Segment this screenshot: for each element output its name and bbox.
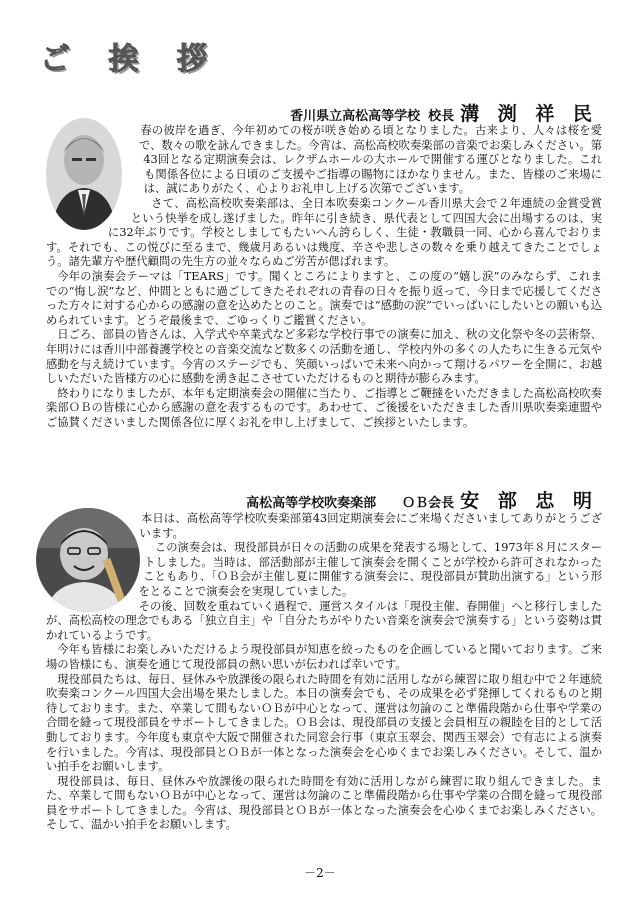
ob-name: 安 部 忠 明 [460,490,598,512]
principal-name: 溝 渕 祥 民 [460,103,598,125]
principal-org: 香川県立高松高等学校 [290,109,421,124]
ob-paragraph: 現役部員は、毎日、昼休みや放課後の限られた時間を有効に活用しながら練習に取り組んできました。また、卒業して間もないＯＢが中心となって、運営は勿論のこと準備段階から仕事や学業の合間を縫って現役部員をサポートしてきました。今宵は、現役部員とＯＢが一体となった演奏会を心ゆくまでお楽しみください。そして、温かい拍手をお願いします。 [46,774,602,832]
ob-byline [246,486,598,513]
page-number: －2－ [304,866,336,880]
principal-byline [290,99,598,126]
ob-org: 高松高等学校吹奏楽部 [246,496,377,511]
principal-paragraph: さて、高松高校吹奏楽部は、全日本吹奏楽コンクール香川県大会で２年連続の金賞受賞という快挙を成し遂げました。昨年に引き続き、県代表として四国大会に出場するのは、実に32年ぶりです。学校としましてもたいへん誇らしく、生徒・教職員一同、心から喜んでおります。それでも、この悦びに至るまで、幾歳月あるいは幾度、辛さや悲しさの数々を乗り越えてきたことでしょう。諸先輩方や歴代顧問の先生方の並々ならぬご労苦が偲ばれます。 [46,196,602,269]
ob-role: ＯＢ会長 [402,496,455,511]
principal-role: 校長 [428,109,455,124]
ob-paragraph: この演奏会は、現役部員が日々の活動の成果を発表する場として、1973年８月にスタートしました。当時は、部活動部が主催して演奏会を開くことが学校から許可されなかったこともあり、「ＯＢ会が主催し夏に開催する演奏会に、現役部員が賛助出演する」という形をとることで演奏会を実現していました。 [138,541,602,598]
ob-paragraph: 現役部員たちは、毎日、昼休みや放課後の限られた時間を有効に活用しながら練習に取り組む中で２年連続吹奏楽コンクール四国大会出場を果たしました。本日の演奏会でも、その成果を必ず発揮してくれるものと期待しております。また、卒業して間もないＯＢが中心となって、運営は勿論のこと準備段階から仕事や学業の合間を縫って現役部員をサポートしてきました。ＯＢ会は、現役部員の支援と会員相互の親睦を目的として活動しております。今年度も東京や大阪で開催された同窓会行事（東京玉翠会、関西玉翠会）で有志による演奏を行いました。今宵は、現役部員とＯＢが一体となった演奏会を心ゆくまでお楽しみください。そして、温かい拍手をお願いします。 [46,672,602,774]
principal-message [46,124,602,430]
page-title: ご 挨 拶 [40,42,221,77]
principal-paragraph: 今年の演奏会テーマは「TEARS」です。聞くところによりますと、この度の“嬉し涙”のみならず、これまでの“悔し涙”など、仲間とともに過ごしてきたそれぞれの青春の日々を振り返って、今日まで応援してくださった方々に対する心からの感謝の意を込めたとのこと。演奏では“感動の涙”でいっぱいにしたいとの願いも込められています。どうぞ最後まで、ごゆっくりご鑑賞ください。 [46,269,602,327]
ob-paragraph: その後、回数を重ねていく過程で、運営スタイルは「現役主催、春開催」へと移行しましたが、高松高校の理念でもある「独立自主」や「自分たちがやりたい音楽を演奏会で演奏する」という姿勢は貫かれているようです。 [46,599,602,642]
ob-paragraph: 今年も皆様にお楽しみいただけるよう現役部員が知恵を絞ったものを企画していると聞いております。ご来場の皆様にも、演奏を通じて現役部員の熱い思いが伝われば幸いです。 [46,643,602,671]
principal-paragraph: 終わりになりましたが、本年も定期演奏会の開催に当たり、ご指導とご鞭撻をいただきました高松高校吹奏楽部ＯＢの皆様に心から感謝の意を表するものです。あわせて、ご後援をいただきました香川県吹奏楽連盟やご協賛くださいました関係各位に厚くお礼を申し上げまして、ご挨拶といたします。 [46,386,602,429]
principal-paragraph: 日ごろ、部員の皆さんは、入学式や卒業式など多彩な学校行事での演奏に加え、秋の文化祭や冬の芸術祭、年明けには香川中部養護学校との音楽交流など数多くの活動を通し、学校内外の多くの人たちに生きる元気や感動を与え続けています。今宵のステージでも、笑顔いっぱいで未来へ向かって翔けるパワーを全開に、お越しいただいた皆様方の心に感動を湧き起こさせていただけるものと期待が膨らみます。 [46,328,602,386]
principal-paragraph: 春の彼岸を過ぎ、今年初めての桜が咲き始める頃となりました。古来より、人々は桜を愛で、数々の歌を詠んできました。今宵は、高松高校吹奏楽部の音楽でお楽しみください。第43回となる定期演奏会は、レクザムホールの大ホールで開催する運びとなりました。これも関係各位による日頃のご支援やご指導の賜物にほかなりません。また、皆様のご来場には、誠にありがたく、心よりお礼申し上げる次第でございます。 [139,124,602,196]
ob-message [46,512,602,833]
ob-paragraph: 本日は、高松高等学校吹奏楽部第43回定期演奏会にご来場くださいましてありがとうございます。 [139,512,602,540]
